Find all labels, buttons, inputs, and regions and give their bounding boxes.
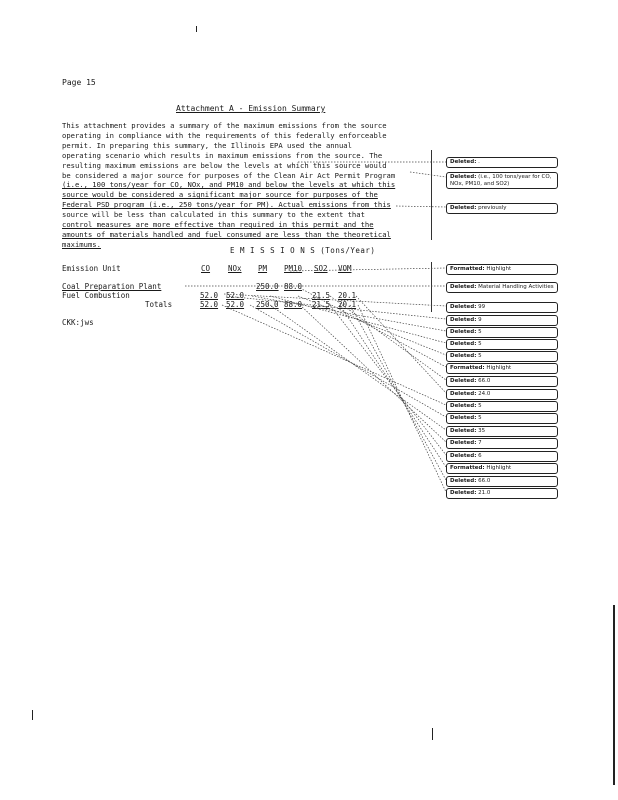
- page-number: Page 15: [62, 78, 96, 87]
- paragraph-line: amounts of materials handled and fuel consumed are less than the theoretical: [62, 229, 391, 239]
- balloon-label: Deleted:: [450, 174, 477, 180]
- scan-mark-top: [196, 26, 197, 32]
- markup-margin-line: [431, 262, 432, 312]
- scan-mark-right: [613, 605, 615, 785]
- balloon-text: Highlight: [486, 465, 512, 471]
- markup-balloon[interactable]: [446, 438, 558, 449]
- markup-balloon[interactable]: [446, 401, 558, 412]
- row-unit: Fuel Combustion: [62, 291, 130, 300]
- balloon-text: 5: [478, 329, 482, 335]
- markup-balloon[interactable]: [446, 413, 558, 424]
- balloon-text: Material Handling Activities: [478, 284, 554, 290]
- paragraph-line: Federal PSD program (i.e., 250 tons/year for PM). Actual emissions from this: [62, 200, 391, 210]
- balloon-label: Deleted:: [450, 415, 477, 421]
- markup-balloon[interactable]: [446, 451, 558, 462]
- row-unit: Coal Preparation Plant: [62, 282, 162, 291]
- cell-pm10: 88.0: [284, 282, 303, 291]
- header-co: CO: [201, 264, 211, 273]
- markup-balloon[interactable]: [446, 426, 558, 437]
- paragraph-line: maximums.: [62, 239, 101, 249]
- header-pm10: PM10: [284, 264, 303, 273]
- cell-vom: 20.1: [338, 300, 357, 309]
- balloon-text: 5: [478, 353, 482, 359]
- balloon-label: Deleted:: [450, 341, 477, 347]
- balloon-text: Highlight: [486, 365, 512, 371]
- connector-line: [250, 305, 446, 417]
- paragraph-line: operating scenario which results in maximum emissions from the source. The: [62, 150, 383, 160]
- cell-so2: 21.5: [312, 291, 331, 300]
- balloon-label: Formatted:: [450, 465, 485, 471]
- connector-line: [330, 305, 446, 455]
- balloon-label: Formatted:: [450, 266, 485, 272]
- scan-mark-bottom: [432, 728, 433, 740]
- row-unit-totals: Totals: [145, 300, 173, 309]
- paragraph-line: source would be considered a significant major source for purposes of the: [62, 190, 378, 200]
- markup-balloon[interactable]: [446, 488, 558, 499]
- cell-co: 52.0: [200, 300, 219, 309]
- header-vom: VOM: [338, 264, 352, 273]
- balloon-text: 35: [478, 428, 486, 434]
- balloon-text: 66.0: [478, 378, 491, 384]
- balloon-text: 24.0: [478, 391, 491, 397]
- balloon-text: 5: [478, 341, 482, 347]
- paragraph-line: permit. In preparing this summary, the Illinois EPA used the annual: [62, 140, 352, 150]
- balloon-text: 5: [478, 403, 482, 409]
- paragraph-line: be considered a major source for purposes of the Clean Air Act Permit Program: [62, 170, 396, 180]
- summary-paragraph: [62, 121, 424, 250]
- connector-line: [340, 305, 446, 467]
- markup-balloon[interactable]: [446, 264, 558, 275]
- balloon-text: 7: [478, 440, 482, 446]
- balloon-text: 9: [478, 317, 482, 323]
- connector-line: [270, 305, 446, 430]
- paragraph-line: resulting maximum emissions are below the levels at which this source would: [62, 160, 387, 170]
- author-initials: CKK:jws: [62, 318, 94, 327]
- markup-balloon[interactable]: [446, 351, 558, 362]
- cell-pm: 250.0: [256, 300, 279, 309]
- balloon-label: Deleted:: [450, 304, 477, 310]
- markup-balloon[interactable]: [446, 389, 558, 400]
- markup-balloon[interactable]: [446, 363, 558, 374]
- balloon-label: Deleted:: [450, 317, 477, 323]
- header-so2: SO2: [314, 264, 328, 273]
- markup-balloon[interactable]: [446, 302, 558, 313]
- cell-nox: 52.0: [226, 300, 245, 309]
- emissions-heading: E M I S S I O N S (Tons/Year): [230, 246, 376, 255]
- header-pm: PM: [258, 264, 268, 273]
- balloon-label: Deleted:: [450, 490, 477, 496]
- markup-balloon[interactable]: [446, 203, 558, 214]
- balloon-text: .: [478, 159, 480, 165]
- connector-line: [222, 305, 446, 405]
- cell-nox: 52.0: [226, 291, 245, 300]
- markup-balloon[interactable]: [446, 376, 558, 387]
- paragraph-line: operating in compliance with the requirements of this federally enforceable: [62, 130, 387, 140]
- markup-balloon[interactable]: [446, 476, 558, 487]
- cell-pm10: 88.0: [284, 300, 303, 309]
- balloon-label: Deleted:: [450, 353, 477, 359]
- balloon-text: 66.0: [478, 478, 491, 484]
- balloon-label: Deleted:: [450, 453, 477, 459]
- cell-vom: 20.1: [338, 291, 357, 300]
- balloon-label: Deleted:: [450, 428, 477, 434]
- connector-line: [358, 305, 446, 492]
- connector-line: [300, 305, 446, 442]
- balloon-label: Deleted:: [450, 284, 477, 290]
- balloon-label: Deleted:: [450, 440, 477, 446]
- balloon-text: previously: [478, 205, 507, 211]
- paragraph-line: This attachment provides a summary of the maximum emissions from the source: [62, 121, 387, 130]
- balloon-label: Deleted:: [450, 329, 477, 335]
- page-title: Attachment A - Emission Summary: [176, 104, 326, 113]
- balloon-label: Deleted:: [450, 159, 477, 165]
- paragraph-line: source will be less than calculated in this summary to the extent that: [62, 210, 365, 220]
- balloon-label: Deleted:: [450, 378, 477, 384]
- balloon-text: 5: [478, 415, 482, 421]
- balloon-text: 21.0: [478, 490, 491, 496]
- markup-balloon[interactable]: [446, 157, 558, 168]
- balloon-label: Deleted:: [450, 478, 477, 484]
- header-nox: NOx: [228, 264, 242, 273]
- balloon-text: Highlight: [486, 266, 512, 272]
- balloon-label: Deleted:: [450, 403, 477, 409]
- balloon-label: Deleted:: [450, 391, 477, 397]
- markup-margin-line: [431, 150, 432, 240]
- paragraph-line: control measures are more effective than required in this permit and the: [62, 220, 374, 230]
- balloon-text: 6: [478, 453, 482, 459]
- balloon-text: (i.e., 100 tons/year for CO, NOx, PM10, and SO2): [450, 174, 552, 187]
- markup-balloon[interactable]: [446, 463, 558, 474]
- paragraph-line: (i.e., 100 tons/year for CO, NOx, and PM10 and below the levels at which this: [62, 180, 396, 190]
- balloon-label: Formatted:: [450, 365, 485, 371]
- markup-balloon[interactable]: [446, 172, 558, 189]
- cell-pm: 250.0: [256, 282, 279, 291]
- balloon-text: 99: [478, 304, 486, 310]
- header-unit: Emission Unit: [62, 264, 121, 273]
- connector-line: [356, 296, 446, 393]
- connector-line: [350, 305, 446, 480]
- cell-co: 52.0: [200, 291, 219, 300]
- markup-balloon[interactable]: [446, 339, 558, 350]
- markup-balloon[interactable]: [446, 327, 558, 338]
- scan-mark-left: [32, 710, 33, 720]
- markup-balloon[interactable]: [446, 282, 558, 293]
- markup-balloon[interactable]: [446, 315, 558, 326]
- cell-so2: 21.5: [312, 300, 331, 309]
- balloon-label: Deleted:: [450, 205, 477, 211]
